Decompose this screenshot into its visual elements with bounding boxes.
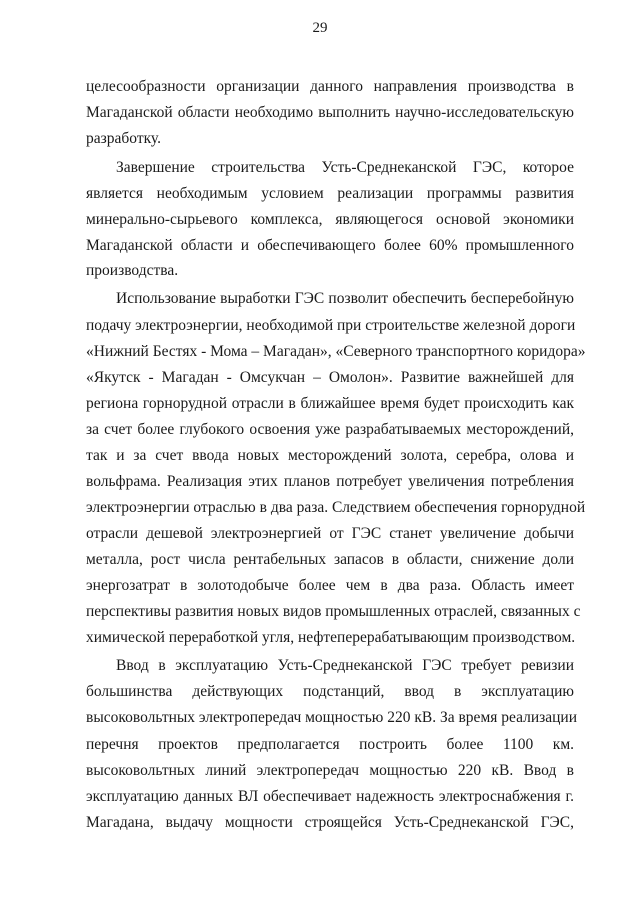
text-line: разработку. (86, 130, 161, 147)
text-line: Магаданской области и обеспечивающего более 60% промышленного (86, 237, 574, 254)
text-line: электроэнергии отраслью в два раза. Следствием обеспечения горнорудной (86, 499, 586, 516)
text-line: минерально-сырьевого комплекса, являющегося основой экономики (86, 211, 574, 228)
text-line: химической переработкой угля, нефтеперерабатывающим производством. (86, 629, 576, 646)
text-line: высоковольтных электропередач мощностью 220 кВ. За время реализации (86, 709, 578, 726)
text-line: отрасли дешевой электроэнергией от ГЭС станет увеличение добычи (86, 525, 574, 542)
text-line: «Якутск - Магадан - Омсукчан – Омолон». Развитие важнейшей для (86, 369, 574, 386)
text-line: эксплуатацию данных ВЛ обеспечивает надежность электроснабжения г. (86, 788, 574, 805)
text-line: металла, рост числа рентабельных запасов в области, снижение доли (86, 551, 574, 568)
text-line: является необходимым условием реализации программы развития (86, 185, 574, 202)
text-line: энергозатрат в золотодобыче более чем в два раза. Область имеет (86, 577, 574, 594)
page-number: 29 (312, 20, 328, 36)
text-line: производства. (86, 262, 179, 279)
text-line: Магадана, выдачу мощности строящейся Усть-Среднеканской ГЭС, (86, 814, 574, 831)
text-line: вольфрама. Реализация этих планов потребует увеличения потребления (86, 473, 574, 490)
text-line: перспективы развития новых видов промышленных отраслей, связанных с (86, 603, 581, 620)
text-line: «Нижний Бестях - Мома – Магадан», «Северного транспортного коридора» (86, 343, 586, 360)
text-line: большинства действующих подстанций, ввод в эксплуатацию (86, 683, 574, 700)
text-line: подачу электроэнергии, необходимой при строительстве железной дороги (86, 317, 576, 334)
text-line: Ввод в эксплуатацию Усть-Среднеканской ГЭС требует ревизии (116, 657, 574, 674)
text-line: целесообразности организации данного направления производства в (86, 78, 574, 95)
text-line: так и за счет ввода новых месторождений золота, серебра, олова и (86, 447, 574, 464)
text-line: Магаданской области необходимо выполнить научно-исследовательскую (86, 104, 574, 121)
text-line: за счет более глубокого освоения уже разрабатываемых месторождений, (86, 421, 574, 438)
text-line: перечня проектов предполагается построить более 1100 км. (86, 736, 574, 753)
text-line: Использование выработки ГЭС позволит обеспечить бесперебойную (116, 290, 574, 307)
text-line: высоковольтных линий электропередач мощностью 220 кВ. Ввод в (86, 762, 574, 779)
text-line: региона горнорудной отрасли в ближайшее время будет происходить как (86, 395, 574, 412)
text-line: Завершение строительства Усть-Среднеканской ГЭС, которое (116, 159, 574, 176)
